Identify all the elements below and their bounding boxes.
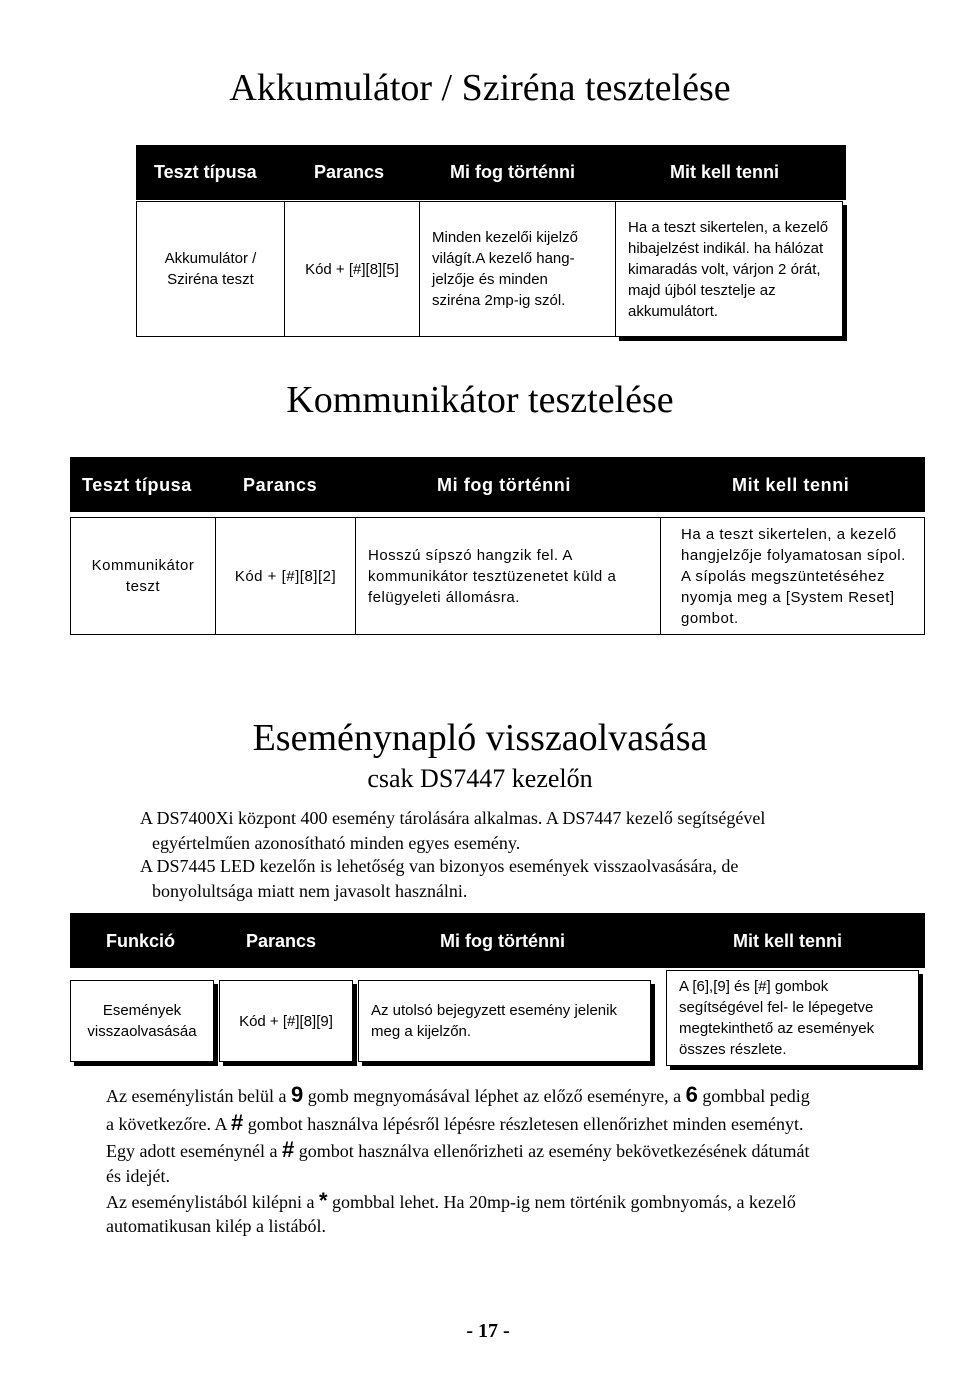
header-what-to-do: Mit kell tenni — [732, 475, 850, 495]
section3-subtitle: csak DS7447 kezelőn — [367, 764, 593, 793]
header-what-happens: Mi fog történni — [440, 931, 565, 951]
header-what-to-do: Mit kell tenni — [670, 162, 780, 182]
intro-line-2: egyértelműen azonosítható minden egyes esemény. — [152, 833, 521, 853]
intro-line-4: bonyolultsága miatt nem javasolt használni. — [152, 881, 468, 901]
section3-row-type: Események visszaolvasásáa — [70, 980, 214, 1062]
note-line-4: és idejét. — [106, 1166, 170, 1186]
note-line-6: automatikusan kilép a listából. — [106, 1216, 326, 1236]
note-line-2: a következőre. A # gombot használva lépésről lépésre részletesen ellenőrizhet minden eseményt. — [106, 1110, 804, 1135]
section2-row-command: Kód + [#][8][2] — [215, 517, 355, 635]
page-number: - 17 - — [466, 1320, 510, 1342]
key-6-label: 6 — [685, 1082, 698, 1107]
section3-title: Eseménynapló visszaolvasása — [252, 717, 708, 759]
key-hash-label: # — [281, 1137, 295, 1162]
section1-header-bar — [136, 145, 846, 200]
header-test-type: Teszt típusa — [82, 475, 192, 495]
key-hash-label: # — [230, 1110, 244, 1135]
section1-row-type: Akkumulátor / Sziréna teszt — [136, 201, 284, 337]
note-line-1: Az eseménylistán belül a 9 gomb megnyomásával léphet az előző eseményre, a 6 gombbal pedig — [106, 1082, 810, 1107]
intro-line-1: A DS7400Xi központ 400 esemény tárolására alkalmas. A DS7447 kezelő segítségével — [140, 808, 766, 828]
section3-header-bar — [70, 913, 925, 968]
section3-row-command: Kód + [#][8][9] — [219, 980, 353, 1062]
section2-row-todo: Ha a teszt sikertelen, a kezelő hangjelzője folyamatosan sípol. A sípolás megszüntetéséhez nyomja meg a [System Reset] gombot. — [660, 517, 925, 635]
header-what-happens: Mi fog történni — [437, 475, 571, 495]
section1-title: Akkumulátor / Sziréna tesztelése — [229, 67, 731, 109]
section2-row-what: Hosszú sípszó hangzik fel. A kommunikátor tesztüzenetet küld a felügyeleti állomásra. — [355, 517, 660, 635]
header-what-to-do: Mit kell tenni — [733, 931, 843, 951]
section3-row-what: Az utolsó bejegyzett esemény jelenik meg a kijelzőn. — [358, 980, 651, 1062]
section2-title: Kommunikátor tesztelése — [286, 379, 674, 421]
key-star-label: * — [318, 1188, 328, 1213]
section3-row-todo: A [6],[9] és [#] gombok segítségével fel- le lépegetve megtekinthető az események összes részlete. — [666, 970, 919, 1066]
note-line-5: Az eseménylistából kilépni a * gombbal lehet. Ha 20mp-ig nem történik gombnyomás, a kezelő — [106, 1188, 796, 1213]
section2-header-bar — [70, 457, 925, 512]
header-command: Parancs — [314, 162, 385, 182]
header-command: Parancs — [243, 475, 318, 495]
header-test-type: Teszt típusa — [154, 162, 257, 182]
intro-line-3: A DS7445 LED kezelőn is lehetőség van bizonyos események visszaolvasására, de — [140, 856, 739, 876]
section1-row-todo: Ha a teszt sikertelen, a kezelő hibajelzést indikál. ha hálózat kimaradás volt, várjon 2 órát, majd újból tesztelje az akkumulátort. — [615, 201, 843, 337]
header-function: Funkció — [106, 931, 176, 951]
section1-row-what: Minden kezelői kijelző világít.A kezelő hang-jelzője és minden sziréna 2mp-ig szól. — [419, 201, 615, 337]
section1-row-command: Kód + [#][8][5] — [284, 201, 419, 337]
header-command: Parancs — [246, 931, 317, 951]
header-what-happens: Mi fog történni — [450, 162, 575, 182]
note-line-3: Egy adott eseménynél a # gombot használva ellenőrizheti az esemény bekövetkezésének dátumát — [106, 1137, 810, 1162]
key-9-label: 9 — [290, 1082, 304, 1107]
section2-row-type: Kommunikátor teszt — [70, 517, 215, 635]
